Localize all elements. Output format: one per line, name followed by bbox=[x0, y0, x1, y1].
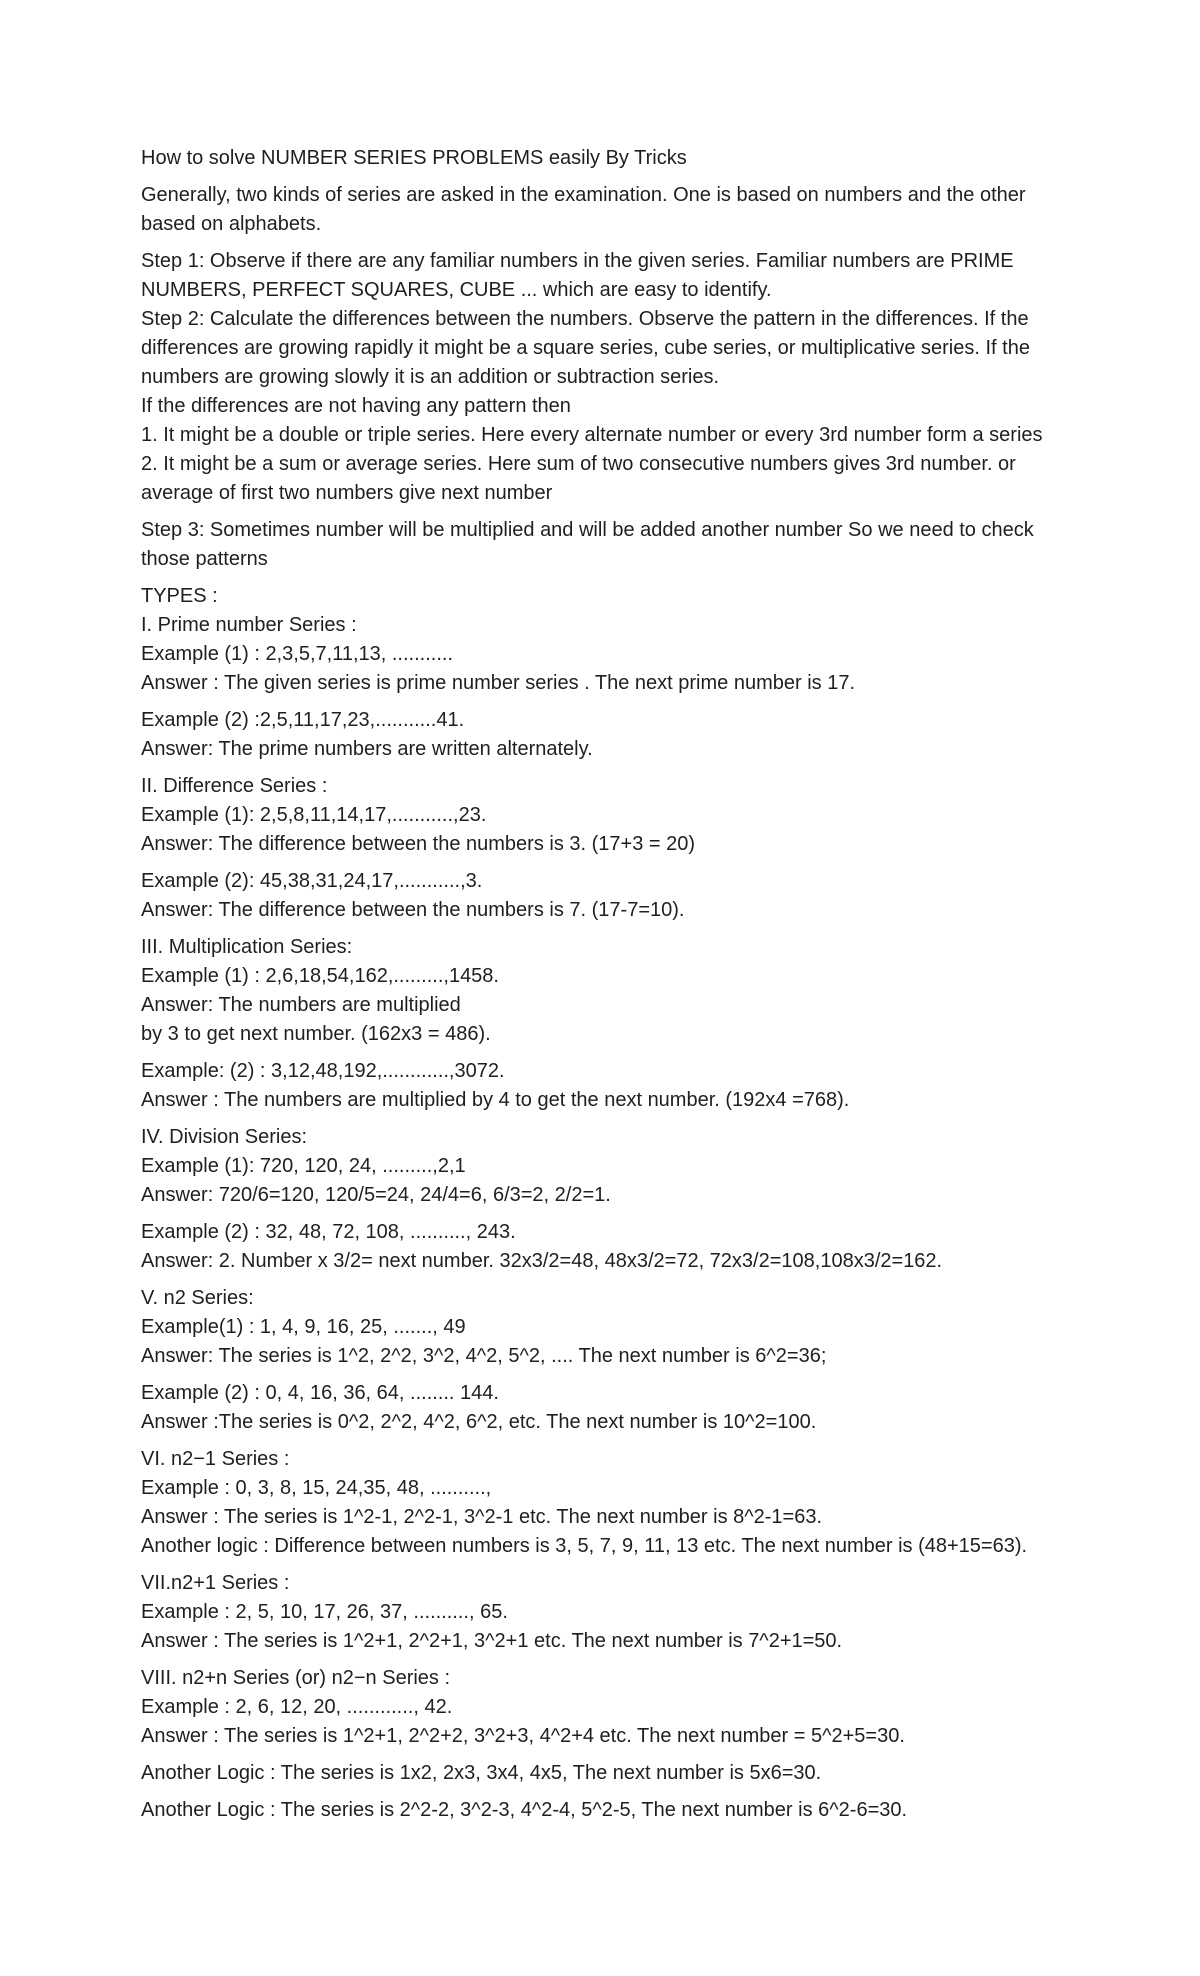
n2-example-2-block bbox=[141, 1379, 1071, 1437]
difference-answer-1: Answer: The difference between the numbers is 3. (17+3 = 20) bbox=[141, 833, 696, 855]
multiplication-heading: III. Multiplication Series: bbox=[141, 936, 353, 958]
multiplication-section bbox=[141, 933, 1071, 1049]
prime-answer-2: Answer: The prime numbers are written alternately. bbox=[141, 738, 593, 760]
steps-block bbox=[141, 247, 1071, 508]
n2-example-2: Example (2) : 0, 4, 16, 36, 64, ........ 144. bbox=[141, 1382, 499, 1404]
n2-plus-1-section bbox=[141, 1569, 1071, 1656]
n2-plus-n-example: Example : 2, 6, 12, 20, ............, 42. bbox=[141, 1696, 453, 1718]
prime-example-2: Example (2) :2,5,11,17,23,...........41. bbox=[141, 709, 465, 731]
no-pattern-text: If the differences are not having any pattern then bbox=[141, 395, 571, 417]
multiplication-example-2: Example: (2) : 3,12,48,192,............,3072. bbox=[141, 1060, 505, 1082]
n2-plus-n-logic-1: Another Logic : The series is 1x2, 2x3, 3x4, 4x5, The next number is 5x6=30. bbox=[141, 1762, 822, 1784]
prime-section bbox=[141, 582, 1071, 698]
point-1-text: 1. It might be a double or triple series. Here every alternate number or every 3rd number form a series bbox=[141, 424, 1043, 446]
difference-example-2-block bbox=[141, 867, 1071, 925]
types-heading: TYPES : bbox=[141, 585, 218, 607]
n2-minus-1-logic: Another logic : Difference between numbers is 3, 5, 7, 9, 11, 13 etc. The next number is (48+15=63). bbox=[141, 1535, 1028, 1557]
prime-example-2-block bbox=[141, 706, 1071, 764]
n2-heading: V. n2 Series: bbox=[141, 1287, 254, 1309]
step-2-text: Step 2: Calculate the differences between the numbers. Observe the pattern in the differences. If the differences are growing rapidly it might be a square series, cube series, or multiplicative series. If the numbers are growing slowly it is an addition or subtraction series. bbox=[141, 308, 1030, 388]
n2-plus-n-logic-2: Another Logic : The series is 2^2-2, 3^2-3, 4^2-4, 5^2-5, The next number is 6^2-6=30. bbox=[141, 1799, 908, 1821]
n2-plus-n-answer: Answer : The series is 1^2+1, 2^2+2, 3^2+3, 4^2+4 etc. The next number = 5^2+5=30. bbox=[141, 1725, 905, 1747]
multiplication-example-1: Example (1) : 2,6,18,54,162,.........,1458. bbox=[141, 965, 499, 987]
n2-plus-1-heading: VII.n2+1 Series : bbox=[141, 1572, 290, 1594]
n2-plus-1-answer: Answer : The series is 1^2+1, 2^2+1, 3^2+1 etc. The next number is 7^2+1=50. bbox=[141, 1630, 843, 1652]
step-3-text: Step 3: Sometimes number will be multiplied and will be added another number So we need to check those patterns bbox=[141, 519, 1034, 570]
division-answer-2: Answer: 2. Number x 3/2= next number. 32x3/2=48, 48x3/2=72, 72x3/2=108,108x3/2=162. bbox=[141, 1250, 943, 1272]
difference-answer-2: Answer: The difference between the numbers is 7. (17-7=10). bbox=[141, 899, 685, 921]
document-title: How to solve NUMBER SERIES PROBLEMS easily By Tricks bbox=[141, 147, 687, 169]
document-page bbox=[141, 144, 1071, 1833]
prime-heading: I. Prime number Series : bbox=[141, 614, 357, 636]
division-example-2: Example (2) : 32, 48, 72, 108, .........., 243. bbox=[141, 1221, 516, 1243]
difference-heading: II. Difference Series : bbox=[141, 775, 328, 797]
n2-section bbox=[141, 1284, 1071, 1371]
prime-answer-1: Answer : The given series is prime number series . The next prime number is 17. bbox=[141, 672, 856, 694]
n2-plus-n-section bbox=[141, 1664, 1071, 1751]
n2-plus-n-heading: VIII. n2+n Series (or) n2−n Series : bbox=[141, 1667, 451, 1689]
multiplication-answer-1b: by 3 to get next number. (162x3 = 486). bbox=[141, 1023, 491, 1045]
prime-example-1: Example (1) : 2,3,5,7,11,13, ........... bbox=[141, 643, 454, 665]
multiplication-answer-1a: Answer: The numbers are multiplied bbox=[141, 994, 461, 1016]
multiplication-example-2-block bbox=[141, 1057, 1071, 1115]
division-example-2-block bbox=[141, 1218, 1071, 1276]
n2-minus-1-section bbox=[141, 1445, 1071, 1561]
division-heading: IV. Division Series: bbox=[141, 1126, 307, 1148]
division-example-1: Example (1): 720, 120, 24, .........,2,1 bbox=[141, 1155, 466, 1177]
n2-minus-1-heading: VI. n2−1 Series : bbox=[141, 1448, 290, 1470]
n2-answer-2: Answer :The series is 0^2, 2^2, 4^2, 6^2, etc. The next number is 10^2=100. bbox=[141, 1411, 817, 1433]
n2-minus-1-answer: Answer : The series is 1^2-1, 2^2-1, 3^2-1 etc. The next number is 8^2-1=63. bbox=[141, 1506, 823, 1528]
step-1-text: Step 1: Observe if there are any familiar numbers in the given series. Familiar numbers are PRIME NUMBERS, PERFECT SQUARES, CUBE ... which are easy to identify. bbox=[141, 250, 1014, 301]
division-answer-1: Answer: 720/6=120, 120/5=24, 24/4=6, 6/3=2, 2/2=1. bbox=[141, 1184, 611, 1206]
intro-paragraph: Generally, two kinds of series are asked in the examination. One is based on numbers and the other based on alphabets. bbox=[141, 184, 1026, 235]
difference-section bbox=[141, 772, 1071, 859]
point-2-text: 2. It might be a sum or average series. Here sum of two consecutive numbers gives 3rd number. or average of first two numbers give next number bbox=[141, 453, 1016, 504]
n2-answer-1: Answer: The series is 1^2, 2^2, 3^2, 4^2, 5^2, .... The next number is 6^2=36; bbox=[141, 1345, 827, 1367]
difference-example-2: Example (2): 45,38,31,24,17,...........,3. bbox=[141, 870, 483, 892]
difference-example-1: Example (1): 2,5,8,11,14,17,...........,23. bbox=[141, 804, 487, 826]
multiplication-answer-2: Answer : The numbers are multiplied by 4 to get the next number. (192x4 =768). bbox=[141, 1089, 850, 1111]
division-section bbox=[141, 1123, 1071, 1210]
n2-example-1: Example(1) : 1, 4, 9, 16, 25, ......., 49 bbox=[141, 1316, 466, 1338]
n2-plus-1-example: Example : 2, 5, 10, 17, 26, 37, .........., 65. bbox=[141, 1601, 508, 1623]
n2-minus-1-example: Example : 0, 3, 8, 15, 24,35, 48, .........., bbox=[141, 1477, 492, 1499]
